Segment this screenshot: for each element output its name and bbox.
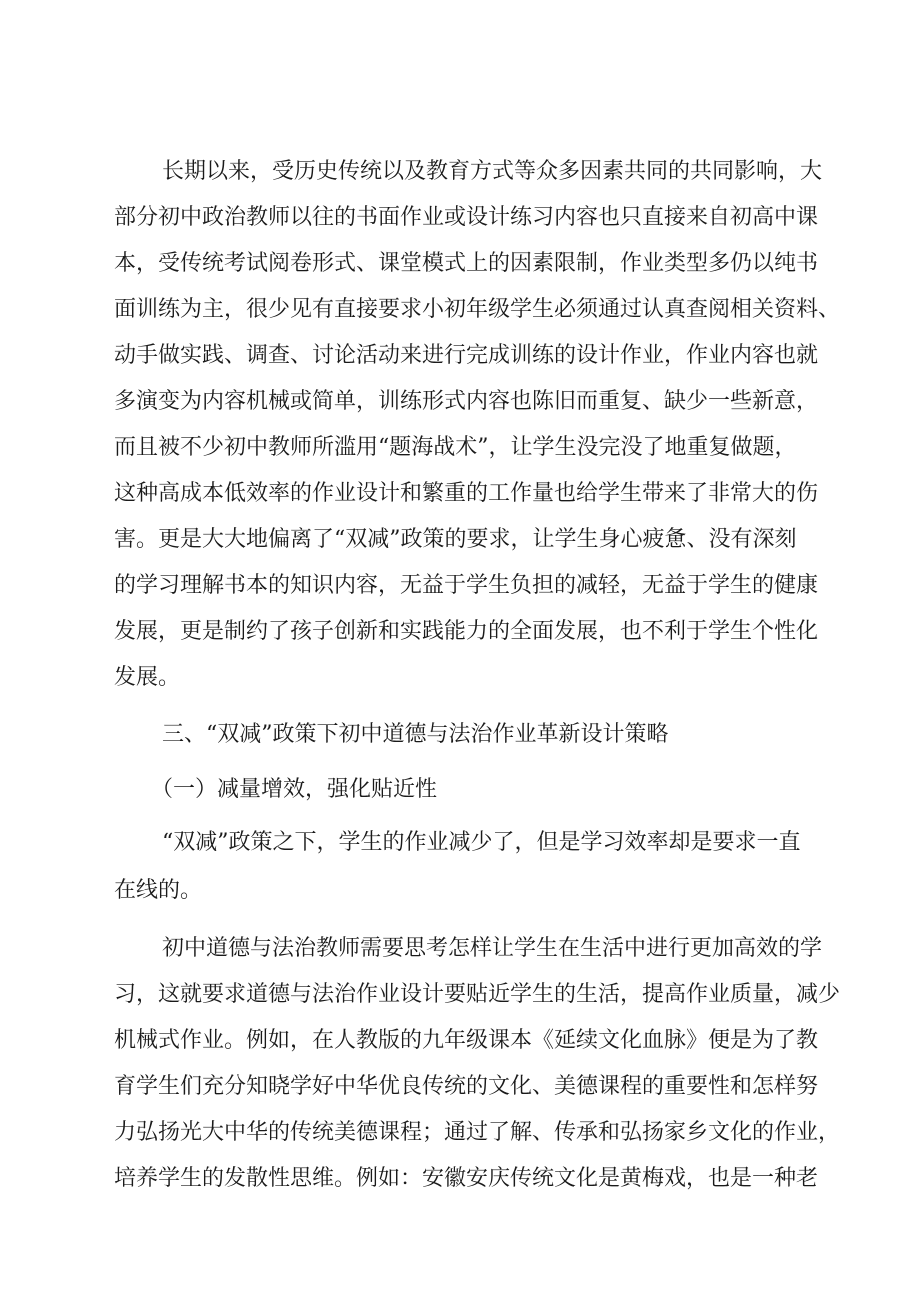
paragraph-1-line-6: 多演变为内容机械或简单，训练形式内容也陈旧而重复、缺少一些新意， [114,389,819,414]
paragraph-1-line-4: 面训练为主，很少见有直接要求小初年级学生必须通过认真查阅相关资料、 [114,297,841,322]
paragraph-3-line-5: 力弘扬光大中华的传统美德课程；通过了解、传承和弘扬家乡文化的作业， [114,1120,841,1145]
paragraph-1-line-1: 长期以来，受历史传统以及教育方式等众多因素共同的共同影响，大 [162,159,823,184]
paragraph-3-line-3: 机械式作业。例如，在人教版的九年级课本《延续文化血脉》便是为了教 [114,1028,819,1053]
paragraph-3-line-6: 培养学生的发散性思维。例如：安徽安庆传统文化是黄梅戏，也是一种老 [114,1166,819,1191]
paragraph-3-line-4: 育学生们充分知晓学好中华优良传统的文化、美德课程的重要性和怎样努 [114,1074,819,1099]
paragraph-3-line-2: 习，这就要求道德与法治作业设计要贴近学生的生活，提高作业质量，减少 [114,982,841,1007]
paragraph-1-line-3: 本，受传统考试阅卷形式、课堂模式上的因素限制，作业类型多仍以纯书 [114,251,819,276]
paragraph-1-line-7: 而且被不少初中教师所滥用“题海战术”，让学生没完没了地重复做题， [114,435,797,460]
sub-heading: （一）减量增效，强化贴近性 [151,777,438,802]
paragraph-1-line-10: 的学习理解书本的知识内容，无益于学生负担的减轻，无益于学生的健康 [114,573,819,598]
paragraph-1-line-9: 害。更是大大地偏离了“双减”政策的要求，让学生身心疲惫、没有深刻 [114,527,797,552]
paragraph-1-line-2: 部分初中政治教师以往的书面作业或设计练习内容也只直接来自初高中课 [114,205,819,230]
section-heading: 三、“双减”政策下初中道德与法治作业革新设计策略 [162,722,669,747]
paragraph-1-line-5: 动手做实践、调查、讨论活动来进行完成训练的设计作业，作业内容也就 [114,343,819,368]
paragraph-2-line-1: “双减”政策之下，学生的作业减少了，但是学习效率却是要求一直 [162,830,801,855]
paragraph-1-line-8: 这种高成本低效率的作业设计和繁重的工作量也给学生带来了非常大的伤 [114,481,819,506]
paragraph-3-line-1: 初中道德与法治教师需要思考怎样让学生在生活中进行更加高效的学 [162,936,823,961]
paragraph-1-line-12: 发展。 [114,665,181,690]
paragraph-2-line-2: 在线的。 [114,878,203,903]
paragraph-1-line-11: 发展，更是制约了孩子创新和实践能力的全面发展，也不利于学生个性化 [114,619,819,644]
